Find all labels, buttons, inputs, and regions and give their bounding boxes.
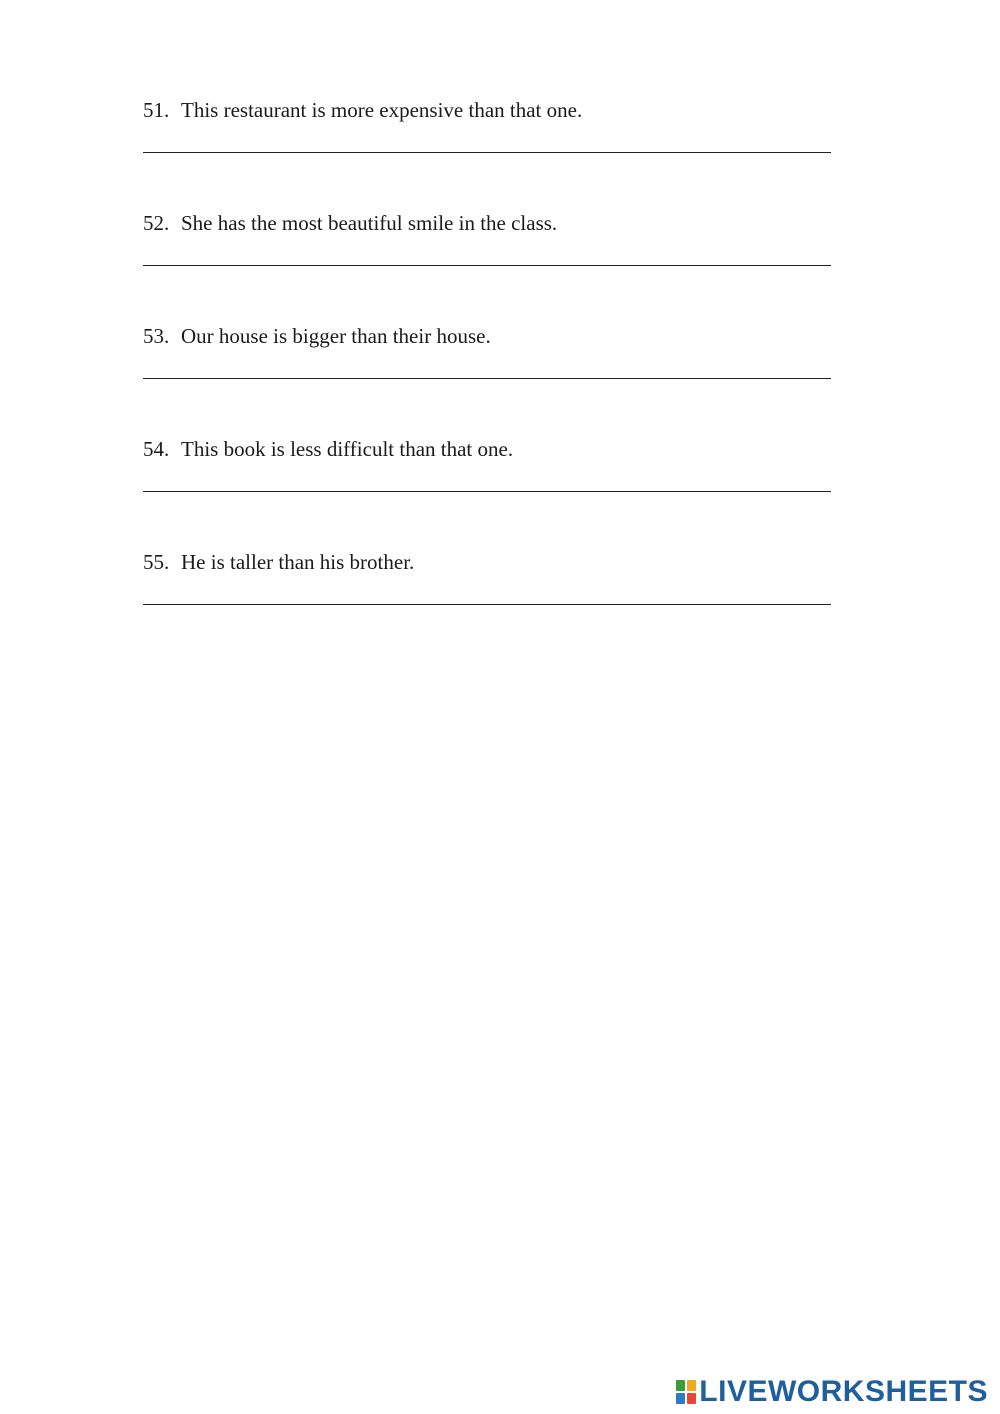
question-52 xyxy=(143,205,831,318)
question-text: Our house is bigger than their house. xyxy=(181,324,491,348)
question-51 xyxy=(143,92,831,205)
question-number: 54. xyxy=(143,437,170,461)
liveworksheets-logo-icon xyxy=(676,1380,696,1404)
question-prompt xyxy=(143,96,582,124)
question-number: 51. xyxy=(143,98,170,122)
question-number: 53. xyxy=(143,324,170,348)
logo-square-orange xyxy=(687,1380,696,1391)
logo-text: LIVEWORKSHEETS xyxy=(699,1375,988,1408)
question-number: 55. xyxy=(143,550,170,574)
question-prompt xyxy=(143,548,414,576)
question-55 xyxy=(143,544,831,657)
question-prompt xyxy=(143,322,491,350)
logo-square-green xyxy=(676,1380,685,1391)
answer-line[interactable] xyxy=(143,265,831,266)
answer-line[interactable] xyxy=(143,152,831,153)
liveworksheets-logo xyxy=(676,1375,988,1409)
question-prompt xyxy=(143,435,513,463)
question-text: He is taller than his brother. xyxy=(181,550,415,574)
question-number: 52. xyxy=(143,211,170,235)
logo-square-red xyxy=(687,1393,696,1404)
question-text: This book is less difficult than that one. xyxy=(181,437,514,461)
question-prompt xyxy=(143,209,557,237)
question-text: This restaurant is more expensive than that one. xyxy=(181,98,583,122)
logo-square-blue xyxy=(676,1393,685,1404)
question-54 xyxy=(143,431,831,544)
question-text: She has the most beautiful smile in the class. xyxy=(181,211,558,235)
question-53 xyxy=(143,318,831,431)
answer-line[interactable] xyxy=(143,491,831,492)
worksheet xyxy=(143,92,831,657)
answer-line[interactable] xyxy=(143,604,831,605)
answer-line[interactable] xyxy=(143,378,831,379)
